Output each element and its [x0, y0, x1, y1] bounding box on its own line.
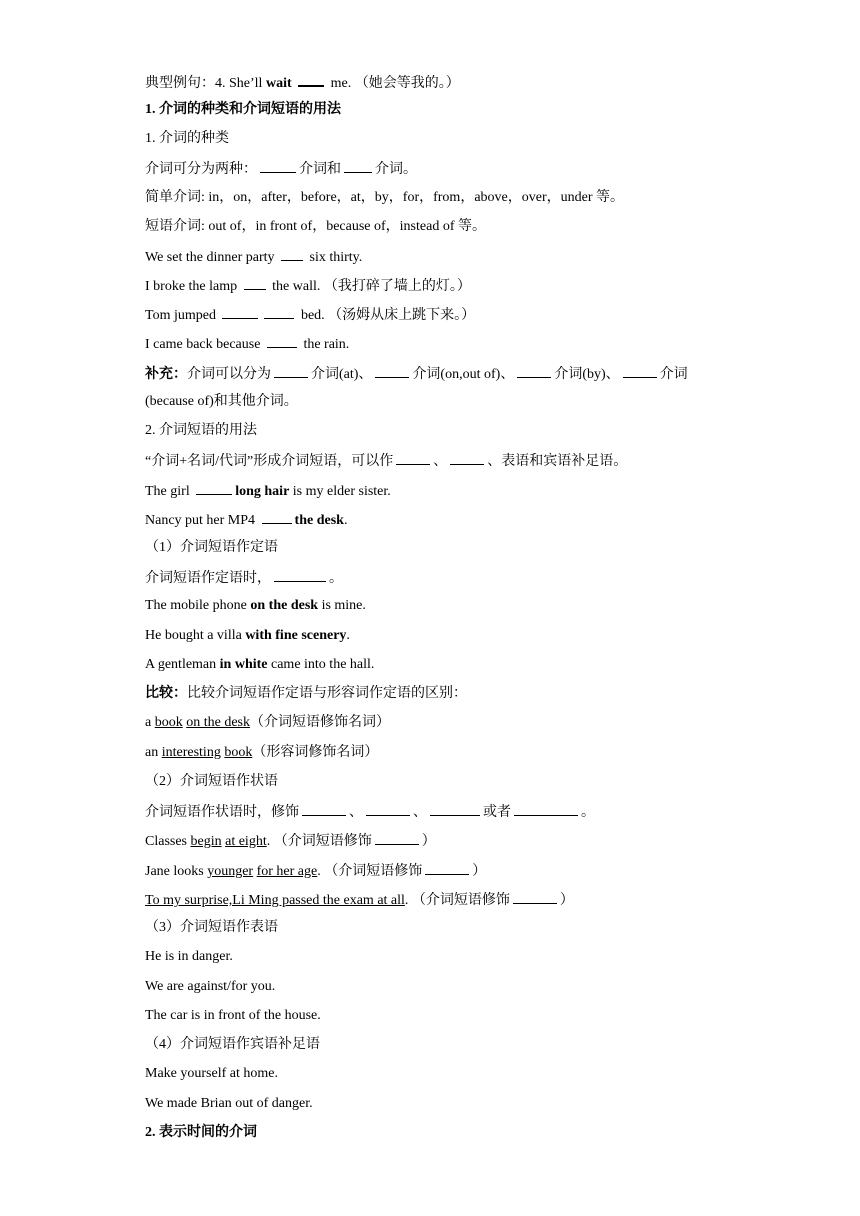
fill-blank[interactable]	[514, 801, 578, 816]
exercise-sentence: The girl long hair is my elder sister.	[145, 480, 391, 502]
fill-blank[interactable]	[517, 363, 551, 378]
fill-blank[interactable]	[623, 363, 657, 378]
example-sentence: Jane looks younger for her age. （介词短语修饰 ）	[145, 860, 486, 882]
text-line: 介词可分为两种： 介词和 介词。	[145, 158, 417, 180]
text-line: (because of)和其他介词。	[145, 394, 298, 409]
example-sentence: A gentleman in white came into the hall.	[145, 657, 375, 672]
supplement-line: 补充：介词可以分为 介词(at)、 介词(on,out of)、 介词(by)、 介词	[145, 363, 688, 385]
fill-blank[interactable]	[260, 158, 296, 173]
example-sentence: He bought a villa with fine scenery.	[145, 628, 350, 643]
fill-blank[interactable]	[375, 363, 409, 378]
fill-blank[interactable]	[425, 860, 469, 875]
text-line: 介词短语作定语时， 。	[145, 567, 343, 589]
comparison-line: 比较：比较介词短语作定语与形容词作定语的区别：	[145, 686, 467, 701]
subsection-heading: （3）介词短语作表语	[145, 920, 278, 935]
example-sentence: Make yourself at home.	[145, 1066, 278, 1081]
example-sentence: an interesting book（形容词修饰名词）	[145, 745, 379, 760]
subsection-heading: 1. 介词的种类	[145, 131, 229, 146]
subsection-heading: 2. 介词短语的用法	[145, 423, 257, 438]
fill-blank[interactable]	[396, 450, 430, 465]
subsection-heading: （2）介词短语作状语	[145, 774, 278, 789]
subsection-heading: （1）介词短语作定语	[145, 540, 278, 555]
example-sentence: Classes begin at eight. （介词短语修饰 ）	[145, 830, 436, 852]
fill-blank[interactable]	[274, 363, 308, 378]
fill-blank[interactable]	[264, 304, 294, 319]
fill-blank[interactable]	[513, 889, 557, 904]
example-sentence: We are against/for you.	[145, 979, 276, 994]
example-sentence: The car is in front of the house.	[145, 1008, 321, 1023]
text-line: 介词短语作状语时，修饰 、 、 或者 。	[145, 801, 595, 823]
fill-blank[interactable]	[281, 246, 303, 261]
example-sentence-4: 典型例句：4. She’ll wait me. （她会等我的。）	[145, 71, 460, 94]
exercise-sentence: Nancy put her MP4 the desk.	[145, 509, 347, 531]
section-heading: 1. 介词的种类和介词短语的用法	[145, 102, 341, 117]
example-sentence: He is in danger.	[145, 949, 233, 964]
fill-blank[interactable]	[262, 509, 292, 524]
example-sentence: To my surprise,Li Ming passed the exam at all. （介词短语修饰 ）	[145, 889, 574, 911]
example-sentence: We made Brian out of danger.	[145, 1096, 313, 1111]
fill-blank[interactable]	[302, 801, 346, 816]
exercise-sentence: I came back because the rain.	[145, 333, 349, 355]
example-sentence: a book on the desk（介词短语修饰名词）	[145, 715, 390, 730]
fill-blank[interactable]	[267, 333, 297, 348]
fill-blank[interactable]	[430, 801, 480, 816]
section-heading: 2. 表示时间的介词	[145, 1125, 257, 1140]
subsection-heading: （4）介词短语作宾语补足语	[145, 1037, 320, 1052]
text-line: 短语介词: out of，in front of，because of，instead of 等。	[145, 219, 486, 234]
fill-blank[interactable]	[344, 158, 372, 173]
exercise-sentence: We set the dinner party six thirty.	[145, 246, 362, 268]
fill-blank[interactable]	[222, 304, 258, 319]
text-line: “介词+名词/代词”形成介词短语，可以作 、 、表语和宾语补足语。	[145, 450, 627, 472]
fill-blank[interactable]	[244, 275, 266, 290]
fill-blank[interactable]	[366, 801, 410, 816]
fill-blank[interactable]	[196, 480, 232, 495]
fill-blank[interactable]	[274, 567, 326, 582]
text-line: 简单介词: in，on，after，before，at，by，for，from，above，over，under 等。	[145, 190, 624, 205]
fill-blank[interactable]	[450, 450, 484, 465]
example-sentence: The mobile phone on the desk is mine.	[145, 598, 366, 613]
exercise-sentence: Tom jumped bed. （汤姆从床上跳下来。）	[145, 304, 475, 326]
exercise-sentence: I broke the lamp the wall. （我打碎了墙上的灯。）	[145, 275, 471, 297]
fill-blank[interactable]	[298, 71, 324, 87]
fill-blank[interactable]	[375, 830, 419, 845]
